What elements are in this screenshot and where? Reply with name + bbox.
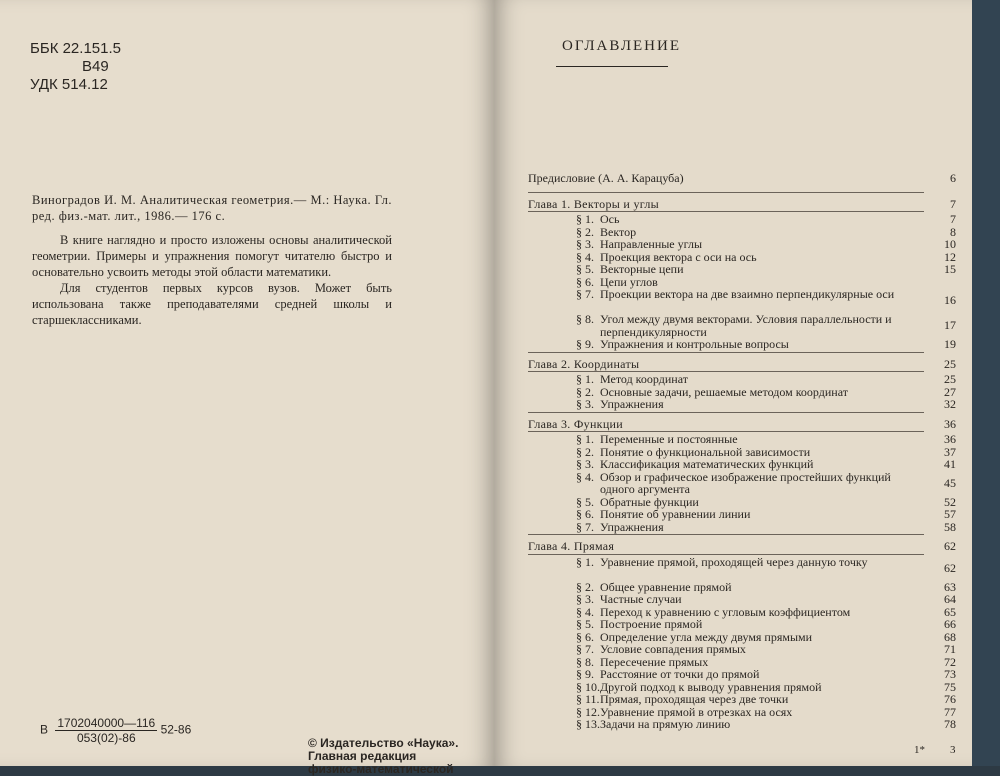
toc-section-title: Упражнения и контрольные вопросы [600,337,789,351]
toc-page-number: 78 [944,717,956,731]
annotation-paragraph: В книге наглядно и просто изложены основы аналитической геометрии. Примеры и упражнения помогут читателю быстро и основательно усвоить методы этой области математики. [32,233,392,279]
page-number: 3 [950,744,956,756]
toc-section-title: Обзор и графическое изображение простейших функций одного аргумента [600,469,891,496]
toc-page-number: 36 [944,432,956,446]
toc-page-number: 68 [944,629,956,644]
toc-title-rule [556,66,668,67]
toc-section-number: § 10. [576,679,600,694]
toc-section-row [514,471,956,496]
toc-page-number: 76 [944,692,956,706]
toc-section-title: Определение угла между двумя прямыми [600,629,813,644]
toc-section-title: Классификация математических функций [600,457,814,471]
toc-section-number: § 3. [576,397,594,411]
toc-section-title: Понятие о функциональной зависимости [600,444,811,459]
toc-section-number: § 7. [576,642,594,656]
toc-page-number: 64 [944,592,956,606]
toc-section-row [514,263,956,276]
toc-chapter-title: Глава 3. Функции [528,416,623,431]
toc-chapter-row [514,198,956,211]
toc-section-title: Переменные и постоянные [600,432,738,446]
toc-page-number: 62 [944,539,956,553]
toc-section-title: Задачи на прямую линию [600,717,731,731]
toc-section-number: § 13. [576,717,600,731]
toc-page-number: 36 [944,416,956,431]
toc-section-row [514,313,956,338]
toc-page-number: 6 [950,171,956,185]
toc-section-number: § 5. [576,262,594,276]
toc-section-number: § 12. [576,704,600,719]
publisher-line: Главная редакция [308,749,417,763]
toc-section-number: § 1. [576,554,594,569]
bbk-code: ББК 22.151.5 [30,40,121,57]
toc-page-number: 65 [944,604,956,619]
toc-page-number: 32 [944,397,956,411]
toc-section-row [514,556,956,581]
publisher-line: физико-математической [308,762,454,776]
toc-section-number: § 3. [576,237,594,251]
audience-paragraph: Для студентов первых курсов вузов. Может быть использована также преподавателями средней школы и старшеклассниками. [32,281,392,327]
toc-section-title: Основные задачи, решаемые методом координат [600,384,848,399]
toc-section-title: Упражнения [600,519,664,534]
toc-section-title: Общее уравнение прямой [600,579,732,594]
toc-section-row [514,508,956,521]
table-of-contents [514,172,956,731]
toc-section-row [514,338,956,351]
toc-section-title: Направленные углы [600,237,702,251]
toc-chapter-row [514,418,956,431]
toc-section-number: § 6. [576,629,594,644]
toc-section-number: § 4. [576,469,594,484]
toc-section-title: Проекции вектора на две взаимно перпендикулярные оси [600,287,895,301]
toc-section-title: Проекция вектора с оси на ось [600,249,757,264]
toc-page-number: 45 [944,475,956,490]
toc-section-title: Частные случаи [600,592,682,606]
toc-page-number: 25 [944,356,956,371]
toc-section-title: Обратные функции [600,494,699,509]
toc-section-title: Вектор [600,224,637,239]
toc-section-title: Пересечение прямых [600,654,709,669]
catalog-index [40,716,191,745]
toc-preface-row [514,172,956,185]
toc-page-number: 10 [944,237,956,251]
toc-section-row [514,521,956,534]
toc-section-row [514,288,956,313]
catalog-fraction [55,716,157,745]
toc-page-number: 75 [944,679,956,694]
toc-page-number: 7 [950,196,956,211]
toc-section-number: § 9. [576,337,594,351]
toc-section-title: Построение прямой [600,617,703,631]
toc-section-number: § 9. [576,667,594,681]
toc-page-number: 73 [944,667,956,681]
toc-page-number: 16 [944,293,956,307]
toc-section-row [514,643,956,656]
toc-chapter-divider [514,411,956,415]
publisher-block [308,737,458,776]
background-edge [972,0,1000,766]
toc-section-row [514,238,956,251]
toc-section-number: § 4. [576,249,594,264]
catalog-denominator: 053(02)-86 [76,731,136,745]
toc-section-number: § 8. [576,654,594,669]
catalog-numerator: 1702040000—116 [57,716,156,730]
toc-section-row [514,213,956,226]
toc-entry-title: Предисловие (А. А. Карацуба) [528,171,684,185]
toc-title: ОГЛАВЛЕНИЕ [562,38,681,54]
toc-section-title: Угол между двумя векторами. Условия параллельности и перпендикулярности [600,312,892,339]
toc-page-number: 15 [944,262,956,276]
toc-section-title: Прямая, проходящая через две точки [600,692,789,706]
toc-section-title: Переход к уравнению с угловым коэффициентом [600,604,851,619]
toc-page-number: 19 [944,337,956,351]
toc-page-number: 66 [944,617,956,631]
toc-chapter-divider [514,351,956,355]
toc-section-title: Уравнение прямой, проходящей через данную точку [600,554,868,569]
bibliographic-block [32,192,392,328]
toc-page-number: 25 [944,372,956,386]
toc-page-number: 72 [944,654,956,669]
divider-line [528,412,924,413]
toc-section-row [514,398,956,411]
toc-section-number: § 4. [576,604,594,619]
toc-page-number: 52 [944,494,956,509]
toc-chapter-title: Глава 2. Координаты [528,356,640,371]
toc-section-title: Условие совпадения прямых [600,642,746,656]
toc-page-number: 27 [944,384,956,399]
toc-page-number: 62 [944,560,956,575]
divider-line [528,192,924,193]
toc-page-number: 77 [944,704,956,719]
toc-page-number: 8 [950,224,956,239]
toc-page-number: 57 [944,507,956,521]
toc-section-title: Метод координат [600,372,688,386]
toc-chapter-title: Глава 1. Векторы и углы [528,196,660,211]
toc-page-number: 58 [944,519,956,534]
toc-page-number: 12 [944,249,956,264]
publisher-line: © Издательство «Наука». [308,736,459,750]
toc-section-number: § 7. [576,519,594,534]
toc-section-title: Упражнения [600,397,664,411]
toc-page-number: 41 [944,457,956,471]
toc-section-number: § 8. [576,312,594,326]
toc-page-number: 63 [944,579,956,594]
left-page [0,0,494,776]
catalog-prefix: В [40,722,49,737]
toc-section-number: § 6. [576,274,594,289]
toc-section-number: § 3. [576,457,594,471]
toc-page-number: 71 [944,642,956,656]
toc-section-row [514,693,956,706]
toc-section-number: § 2. [576,384,594,399]
toc-section-number: § 2. [576,579,594,594]
toc-section-row [514,593,956,606]
toc-section-title: Ось [600,212,620,226]
toc-chapter-divider [514,533,956,537]
signature-mark: 1* [914,744,925,756]
toc-section-row [514,458,956,471]
toc-section-title: Векторные цепи [600,262,684,276]
toc-page-number: 17 [944,318,956,332]
author-mark: В49 [82,58,109,75]
toc-chapter-row [514,540,956,553]
toc-section-title: Понятие об уравнении линии [600,507,751,521]
toc-section-title: Цепи углов [600,274,658,289]
bibliographic-entry: Виноградов И. М. Аналитическая геометрия.— М.: Наука. Гл. ред. физ.-мат. лит., 1986.— 176 с. [32,193,392,223]
toc-section-title: Расстояние от точки до прямой [600,667,760,681]
toc-section-row [514,618,956,631]
toc-section-number: § 2. [576,224,594,239]
toc-page-number: 37 [944,444,956,459]
toc-chapter-row [514,358,956,371]
divider-line [528,352,924,353]
toc-section-number: § 2. [576,444,594,459]
toc-section-row [514,373,956,386]
divider-line [528,534,924,535]
toc-section-number: § 5. [576,494,594,509]
toc-section-title: Другой подход к выводу уравнения прямой [600,679,822,694]
right-page [494,0,972,766]
toc-section-number: § 1. [576,432,594,446]
toc-section-number: § 7. [576,287,594,301]
udk-code: УДК 514.12 [30,76,108,93]
toc-section-number: § 1. [576,212,594,226]
toc-section-number: § 1. [576,372,594,386]
toc-chapter-divider [514,191,956,195]
toc-section-number: § 3. [576,592,594,606]
toc-section-number: § 5. [576,617,594,631]
toc-section-row [514,433,956,446]
toc-section-number: § 6. [576,507,594,521]
catalog-code: 52-86 [160,722,192,737]
toc-chapter-title: Глава 4. Прямая [528,539,615,553]
toc-section-row [514,668,956,681]
toc-section-row [514,718,956,731]
toc-section-title: Уравнение прямой в отрезках на осях [600,704,793,719]
toc-page-number: 7 [950,212,956,226]
toc-section-number: § 11. [576,692,600,706]
